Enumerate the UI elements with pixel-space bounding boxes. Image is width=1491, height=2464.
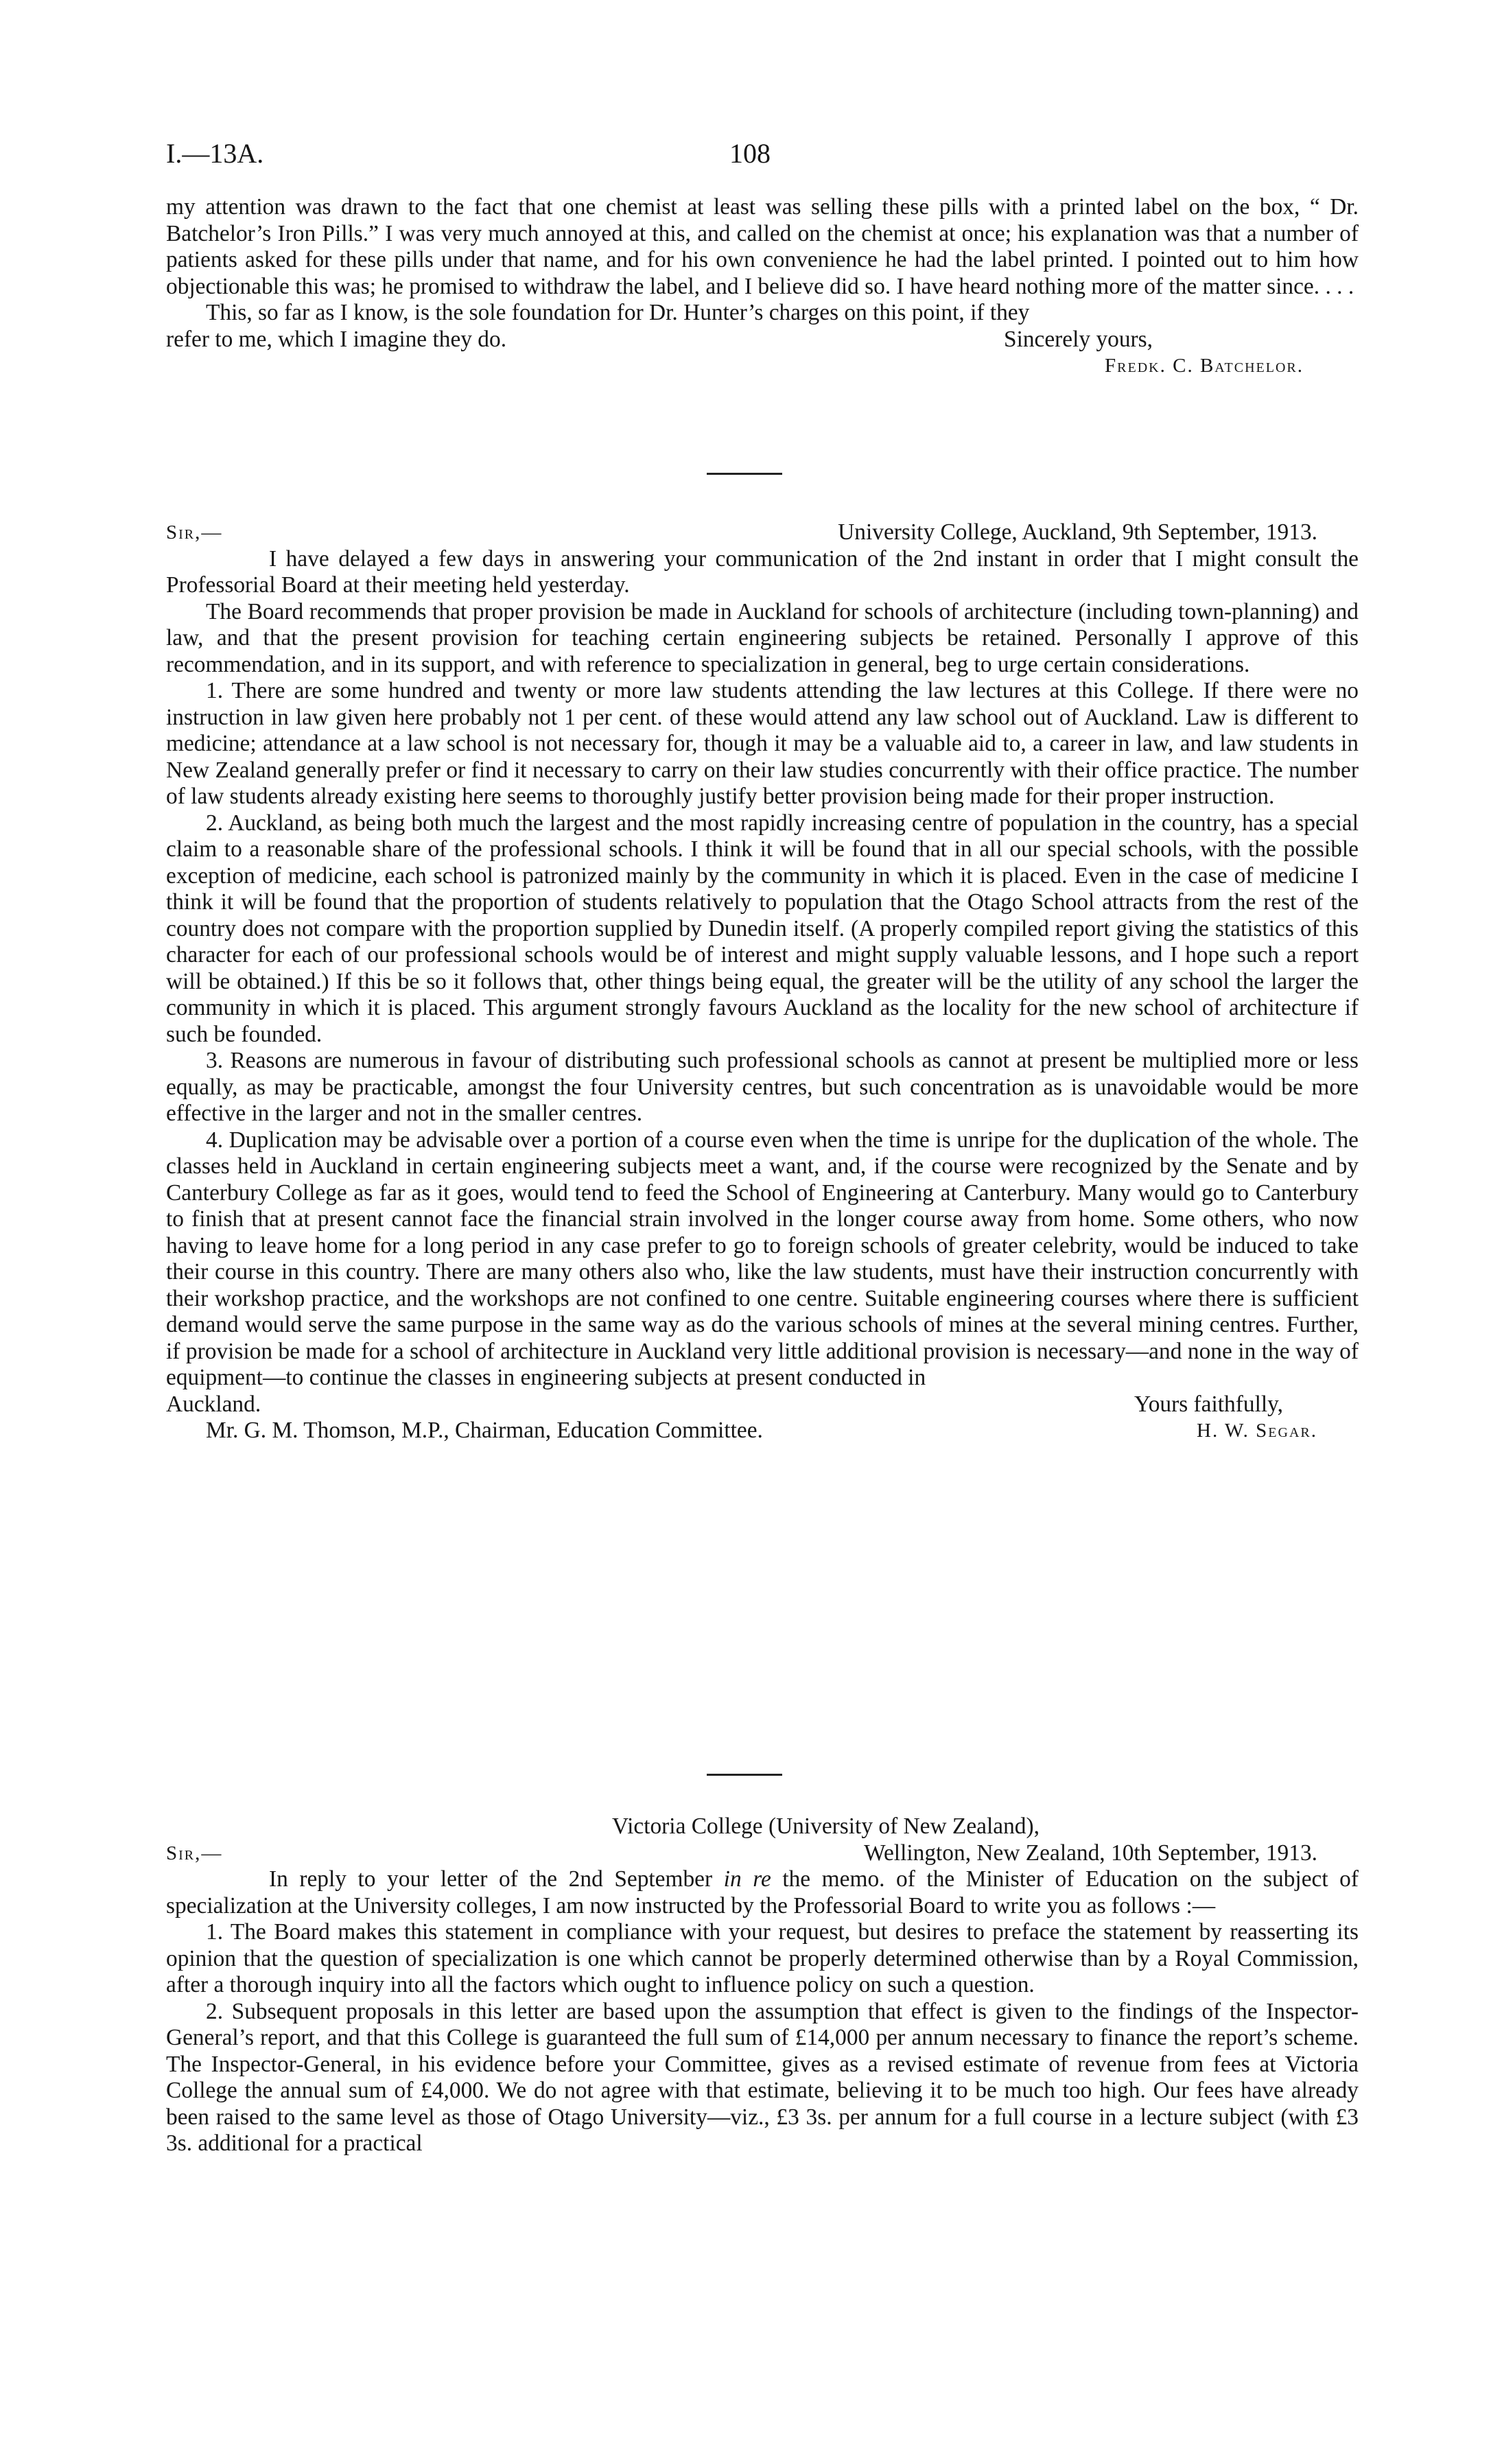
intro-text: the memo. of the Minister of Education on the subject of specialization at the University colleges, I am now instructed by the Professorial Board to write you as follows :— [166,1866,1359,1919]
salutation: Sir,— [166,521,223,543]
paragraph: 2. Auckland, as being both much the largest and the most rapidly increasing centre of population in the country, has a special claim to a reasonable share of the professional schools. I think it will be found that in all our special schools, with the possible exception of medicine, each school is patronized mainly by the community in which it is placed. Even in the case of medicine I think it will be found that the proportion of students relatively to population that the Otago School attracts from the rest of the country does not compare with the proportion supplied by Dunedin itself. (A properly compiled report giving the statistics of this character for each of our professional schools would be of interest and might supply valuable lessons, and I hope such a report will be obtained.) If this be so it follows that, other things being equal, the greater will be the utility of any school the larger the community in which it is placed. This argument strongly favours Auckland as the locality for the new school of architecture if such be founded. [166,810,1359,1047]
divider [707,1774,782,1776]
document-reference: I.—13A. [166,138,264,169]
paragraph-end: refer to me, which I imagine they do. [166,326,507,352]
paragraph: 3. Reasons are numerous in favour of distributing such professional schools as cannot at present be multiplied more or less equally, as may be practicable, amongst the four University centres, but such concentration as is unavoidable would be more effective in the larger and not in the smaller centres. [166,1048,1359,1126]
addressee-line [166,1418,1359,1444]
addressee: Mr. G. M. Thomson, M.P., Chairman, Education Committee. [206,1418,763,1443]
closing-line [166,327,1359,353]
paragraph: my attention was drawn to the fact that one chemist at least was selling these pills with a printed label on the box, “ Dr. Batchelor’s Iron Pills.” I was very much annoyed at this, and called on the chemist at once; his explanation was that a number of patients asked for these pills under that name, and for his own convenience he had the label printed. I pointed out to him how objectionable this was; he promised to withdraw the label, and I believe did so. I have heard nothing more of the matter since. . . . [166,194,1359,299]
paragraph: 1. There are some hundred and twenty or more law students attending the law lectures at this College. If there were no instruction in law given here probably not 1 per cent. of these would attend any law school out of Auckland. Law is different to medicine; attendance at a law school is not necessary for, though it may be a valuable aid to, a career in law, and law students in New Zealand generally prefer or find it necessary to carry on their law studies concurrently with their office practice. The number of law students already existing here seems to thoroughly justify better provision being made for their proper instruction. [166,678,1359,809]
letter-heading [166,519,1359,546]
address-line: Victoria College (University of New Zealand), [612,1814,1040,1839]
address-date: Wellington, New Zealand, 10th September, 1913. [864,1840,1317,1866]
salutation: Sir,— [166,1842,223,1864]
signature: H. W. Segar. [1197,1420,1317,1442]
paragraph: 1. The Board makes this statement in compliance with your request, but desires to preface the statement by reasserting its opinion that the question of specialization is one which cannot be properly determined otherwise than by a Royal Commission, after a thorough inquiry into all the factors which ought to influence policy on such a question. [166,1919,1359,1997]
paragraph: The Board recommends that proper provision be made in Auckland for schools of architecture (including town-planning) and law, and that the present provision for teaching certain engineering subjects be retained. Personally I approve of this recommendation, and in its support, and with reference to specialization in general, beg to urge certain considerations. [166,598,1359,677]
page-number: 108 [729,138,771,169]
intro-italic: in re [723,1866,771,1892]
divider [707,473,782,475]
intro-text: In reply to your letter of the 2nd September [269,1866,724,1892]
paragraph: 2. Subsequent proposals in this letter are based upon the assumption that effect is given to the findings of the Inspector-General’s report, and that this College is guaranteed the full sum of £14,000 per annum necessary to finance the report’s scheme. The Inspector-General, in his evidence before your Committee, gives as a revised estimate of revenue from fees at Victoria College the annual sum of £4,000. We do not agree with that estimate, believing it to be much too high. Our fees have already been raised to the same level as those of Otago University—viz., £3 3s. per annum for a full course in a lecture subject (with £3 3s. additional for a practical [166,1998,1359,2156]
paragraph-end: Auckland. [166,1391,261,1417]
closing-line [166,1392,1359,1418]
letter-batchelor [166,194,1359,379]
paragraph: 4. Duplication may be advisable over a portion of a course even when the time is unripe for the duplication of the whole. The classes held in Auckland in certain engineering subjects meet a want, and, if the course were recognized by the Senate and by Canterbury College as far as it goes, would tend to feed the School of Engineering at Canterbury. Many would go to Canterbury to finish that at present cannot face the financial strain involved in the longer course away from home. Some others, who now having to leave home for a long period in any case prefer to go to foreign schools of greater celebrity, would be induced to take their course in this country. There are many others also who, like the law students, must have their instruction concurrently with their workshop practice, and the workshops are not confined to one centre. Suitable engineering courses where there is sufficient demand would serve the same purpose in the same way as do the various schools of mines at the several mining centres. Further, if provision be made for a school of architecture in Auckland very little additional provision is necessary—and none in the way of equipment—to continue the classes in engineering subjects at present conducted in [166,1127,1359,1390]
letter-victoria-college [166,1814,1359,2157]
paragraph: I have delayed a few days in answering your communication of the 2nd instant in order that I might consult the Professorial Board at their meeting held yesterday. [166,545,1359,598]
signature: Fredk. C. Batchelor. [1105,355,1304,377]
letter-heading [166,1840,1359,1867]
address-date: University College, Auckland, 9th September, 1913. [838,519,1317,545]
paragraph [166,1866,1359,1919]
closing: Yours faithfully, [1134,1391,1283,1417]
letter-segar [166,519,1359,1444]
closing: Sincerely yours, [1004,326,1153,352]
paragraph: This, so far as I know, is the sole foundation for Dr. Hunter’s charges on this point, if they [206,300,1030,325]
